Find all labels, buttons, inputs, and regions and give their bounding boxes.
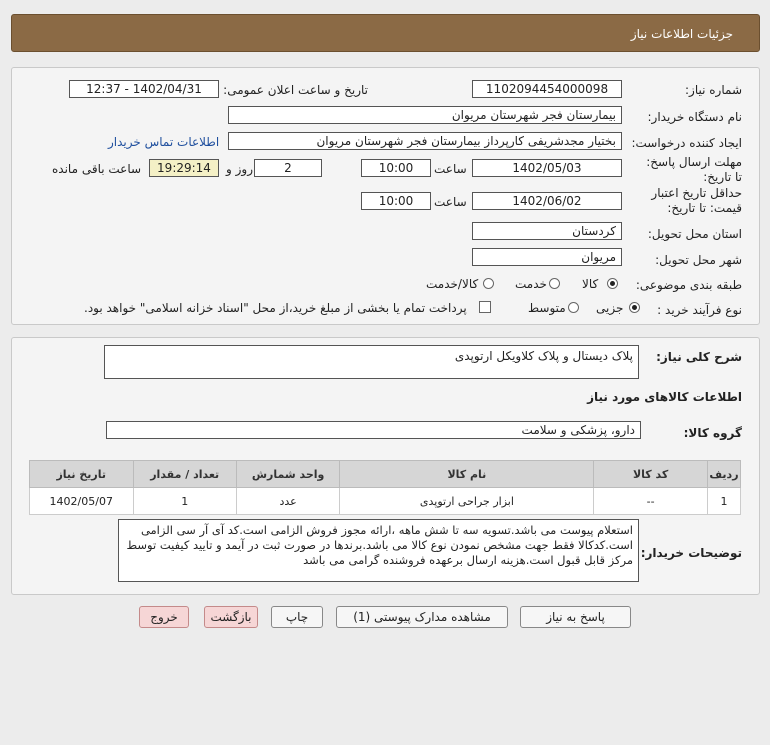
- print-button[interactable]: چاپ: [271, 606, 323, 628]
- province-label: استان محل تحویل:: [647, 227, 742, 241]
- goods-section-title: اطلاعات کالاهای مورد نیاز: [587, 390, 742, 404]
- summary-field: [104, 345, 639, 379]
- city-label: شهر محل تحویل:: [655, 253, 742, 267]
- col-qty: تعداد / مقدار: [133, 461, 236, 488]
- deadline-label-text: مهلت ارسال پاسخ: تا تاریخ:: [646, 155, 742, 184]
- remaining-label: ساعت باقی مانده: [52, 162, 142, 176]
- goods-table-header: [30, 461, 741, 488]
- deadline-label: [642, 155, 742, 185]
- buyer-field: بیمارستان فجر شهرستان مریوان: [228, 106, 622, 124]
- category-option-goods: کالا: [582, 277, 599, 291]
- cell-date: 1402/05/07: [30, 488, 134, 515]
- requester-field: بختیار مجدشریفی کارپرداز بیمارستان فجر شهرستان مریوان: [228, 132, 622, 150]
- col-code: کد کالا: [594, 461, 707, 488]
- days-field: 2: [254, 159, 322, 177]
- process-radio-minor[interactable]: [629, 302, 640, 313]
- treasury-note: پرداخت تمام یا بخشی از مبلغ خرید،از محل "اسناد خزانه اسلامی" خواهد بود.: [84, 301, 467, 315]
- announce-field: 1402/04/31 - 12:37: [69, 80, 219, 98]
- category-option-goods-service: کالا/خدمت: [426, 277, 479, 291]
- goods-group-field: دارو، پزشکی و سلامت: [106, 421, 641, 439]
- category-option-service: خدمت: [515, 277, 547, 291]
- validity-label: [632, 186, 742, 216]
- remaining-time-field: 19:29:14: [149, 159, 219, 177]
- buyer-notes-text: استعلام پیوست می باشد.تسویه سه تا شش ماهه ،ارائه مجوز فروش الزامی است.کد آی آر سی الزامی است.کدکالا فقط جهت مشخص نمودن نوع کالا می باشد.برندها در صورت ثبت در آیمد و تایید کیفیت توسط مرکز قابل قبول است.هزینه ارسال برعهده فروشنده گرامی می باشد: [126, 523, 633, 567]
- province-field: کردستان: [472, 222, 622, 240]
- deadline-time-field: 10:00: [361, 159, 431, 177]
- treasury-checkbox[interactable]: [479, 301, 491, 313]
- buyer-notes-label: توضیحات خریدار:: [640, 546, 742, 560]
- cell-unit: عدد: [236, 488, 339, 515]
- col-name: نام کالا: [340, 461, 594, 488]
- cell-row: 1: [707, 488, 740, 515]
- table-row: [30, 488, 741, 515]
- page-title: جزئیات اطلاعات نیاز: [630, 27, 733, 41]
- category-radio-goods-service[interactable]: [483, 278, 494, 289]
- announce-label: تاریخ و ساعت اعلان عمومی:: [223, 83, 368, 97]
- summary-text: پلاک دیستال و پلاک کلاویکل ارتوپدی: [454, 349, 633, 363]
- category-radio-service[interactable]: [549, 278, 560, 289]
- contact-info-link[interactable]: اطلاعات تماس خریدار: [108, 135, 220, 149]
- buyer-notes-field: [118, 519, 639, 582]
- days-label: روز و: [226, 162, 253, 176]
- exit-button[interactable]: خروج: [139, 606, 189, 628]
- validity-time-field: 10:00: [361, 192, 431, 210]
- need-number-field: 1102094454000098: [472, 80, 622, 98]
- col-row: ردیف: [707, 461, 740, 488]
- category-radio-goods[interactable]: [607, 278, 618, 289]
- process-option-medium: متوسط: [528, 301, 566, 315]
- col-date: تاریخ نیاز: [30, 461, 134, 488]
- validity-label-text: حداقل تاریخ اعتبار قیمت: تا تاریخ:: [651, 186, 742, 215]
- process-radio-medium[interactable]: [568, 302, 579, 313]
- cell-name: ابزار جراحی ارتوپدی: [340, 488, 594, 515]
- category-label: طبقه بندی موضوعی:: [635, 278, 742, 292]
- deadline-time-label: ساعت: [434, 162, 467, 176]
- city-field: مریوان: [472, 248, 622, 266]
- col-unit: واحد شمارش: [236, 461, 339, 488]
- cell-qty: 1: [133, 488, 236, 515]
- back-button[interactable]: بازگشت: [204, 606, 258, 628]
- attachments-button[interactable]: مشاهده مدارک پیوستی (1): [336, 606, 508, 628]
- deadline-date-field: 1402/05/03: [472, 159, 622, 177]
- goods-table: [29, 460, 741, 515]
- validity-time-label: ساعت: [434, 195, 467, 209]
- page-title-bar: [11, 14, 760, 52]
- goods-group-label: گروه کالا:: [683, 426, 742, 440]
- requester-label: ایجاد کننده درخواست:: [631, 136, 742, 150]
- validity-date-field: 1402/06/02: [472, 192, 622, 210]
- process-option-minor: جزیی: [596, 301, 624, 315]
- process-label: نوع فرآیند خرید :: [657, 303, 742, 317]
- cell-code: --: [594, 488, 707, 515]
- reply-button[interactable]: پاسخ به نیاز: [520, 606, 631, 628]
- summary-label: شرح کلی نیاز:: [656, 350, 742, 364]
- need-number-label: شماره نیاز:: [685, 83, 742, 97]
- buyer-label: نام دستگاه خریدار:: [647, 110, 742, 124]
